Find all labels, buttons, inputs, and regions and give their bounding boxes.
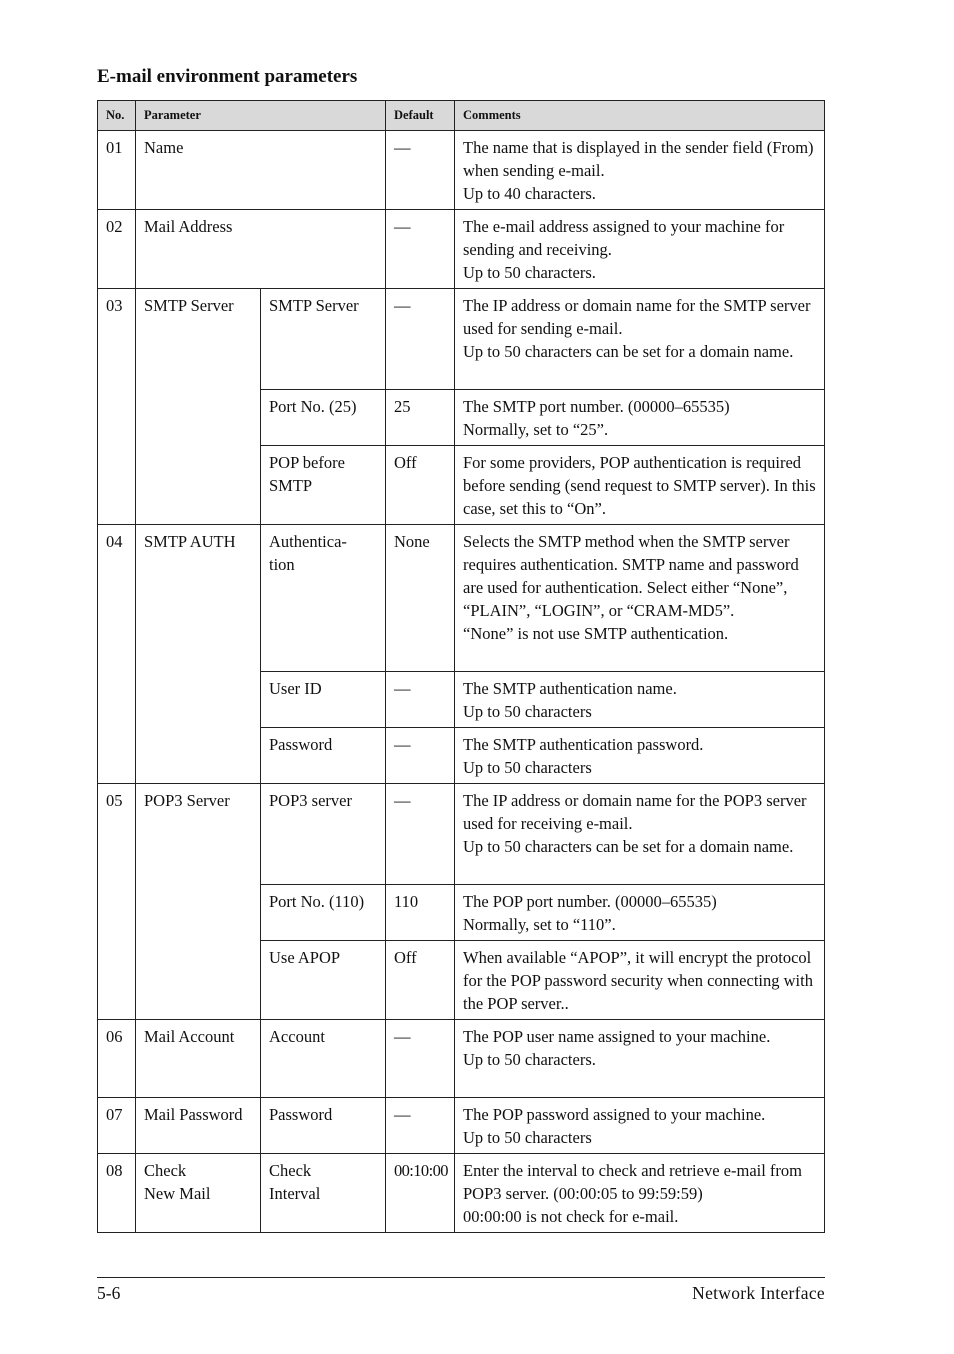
row-subparameter: Port No. (25) [261,390,386,446]
row-default: Off [386,446,455,525]
row-comment: The SMTP authentication name. Up to 50 characters [455,672,825,728]
table-row [98,1020,825,1098]
row-default: — [386,210,455,289]
row-default: None [386,525,455,672]
table-row [98,1154,825,1233]
row-parameter: SMTP AUTH [136,525,261,784]
row-subparameter: User ID [261,672,386,728]
row-comment: The POP user name assigned to your machine. Up to 50 characters. [455,1020,825,1098]
row-parameter: POP3 Server [136,784,261,1020]
row-subparameter: Password [261,728,386,784]
row-default: — [386,728,455,784]
row-no: 07 [98,1098,136,1154]
header-default: Default [386,101,455,131]
row-comment: The IP address or domain name for the POP3 server used for receiving e-mail. Up to 50 characters can be set for a domain name. [455,784,825,885]
row-no: 02 [98,210,136,289]
chapter-title: Network Interface [692,1283,825,1303]
row-parameter: Check New Mail [136,1154,261,1233]
table-row [98,289,825,390]
row-subparameter: Use APOP [261,941,386,1020]
row-subparameter: Account [261,1020,386,1098]
row-comment: The name that is displayed in the sender field (From) when sending e-mail. Up to 40 characters. [455,131,825,210]
row-no: 01 [98,131,136,210]
row-parameter: SMTP Server [136,289,261,525]
row-comment: Enter the interval to check and retrieve e-mail from POP3 server. (00:00:05 to 99:59:59) 00:00:00 is not check for e-mail. [455,1154,825,1233]
row-comment: For some providers, POP authentication is required before sending (send request to SMTP server). In this case, set this to “On”. [455,446,825,525]
row-subparameter: Authentica- tion [261,525,386,672]
row-comment: Selects the SMTP method when the SMTP server requires authentication. SMTP name and password are used for authentication. Select either “None”, “PLAIN”, “LOGIN”, or “CRAM-MD5”. “None” is not use SMTP authentication. [455,525,825,672]
row-no: 08 [98,1154,136,1233]
row-subparameter: Port No. (110) [261,885,386,941]
table-header-row [98,101,825,131]
row-parameter: Mail Password [136,1098,261,1154]
row-subparameter: Password [261,1098,386,1154]
row-parameter: Mail Address [136,210,386,289]
row-comment: When available “APOP”, it will encrypt the protocol for the POP password security when connecting with the POP server.. [455,941,825,1020]
email-parameters-table [97,100,825,1233]
row-default: — [386,672,455,728]
row-default: 25 [386,390,455,446]
section-title: E-mail environment parameters [97,66,358,87]
row-parameter: Mail Account [136,1020,261,1098]
row-comment: The e-mail address assigned to your machine for sending and receiving. Up to 50 characters. [455,210,825,289]
row-no: 04 [98,525,136,784]
row-comment: The IP address or domain name for the SMTP server used for sending e-mail. Up to 50 characters can be set for a domain name. [455,289,825,390]
row-default: 00:10:00 [386,1154,455,1233]
row-default: — [386,131,455,210]
row-comment: The POP password assigned to your machine. Up to 50 characters [455,1098,825,1154]
header-comments: Comments [455,101,825,131]
row-subparameter: POP before SMTP [261,446,386,525]
row-no: 05 [98,784,136,1020]
row-default: — [386,1098,455,1154]
row-subparameter: Check Interval [261,1154,386,1233]
row-default: 110 [386,885,455,941]
row-comment: The POP port number. (00000–65535) Normally, set to “110”. [455,885,825,941]
row-default: — [386,784,455,885]
row-no: 06 [98,1020,136,1098]
table-row [98,1098,825,1154]
table-row [98,210,825,289]
row-default: Off [386,941,455,1020]
table-row [98,131,825,210]
table-row [98,525,825,672]
row-no: 03 [98,289,136,525]
page-number: 5-6 [97,1283,121,1303]
header-no: No. [98,101,136,131]
row-default: — [386,289,455,390]
row-subparameter: SMTP Server [261,289,386,390]
row-subparameter: POP3 server [261,784,386,885]
row-comment: The SMTP authentication password. Up to 50 characters [455,728,825,784]
row-default: — [386,1020,455,1098]
footer-divider [97,1277,825,1278]
header-parameter: Parameter [136,101,386,131]
table-row [98,784,825,885]
row-comment: The SMTP port number. (00000–65535) Normally, set to “25”. [455,390,825,446]
row-parameter: Name [136,131,386,210]
